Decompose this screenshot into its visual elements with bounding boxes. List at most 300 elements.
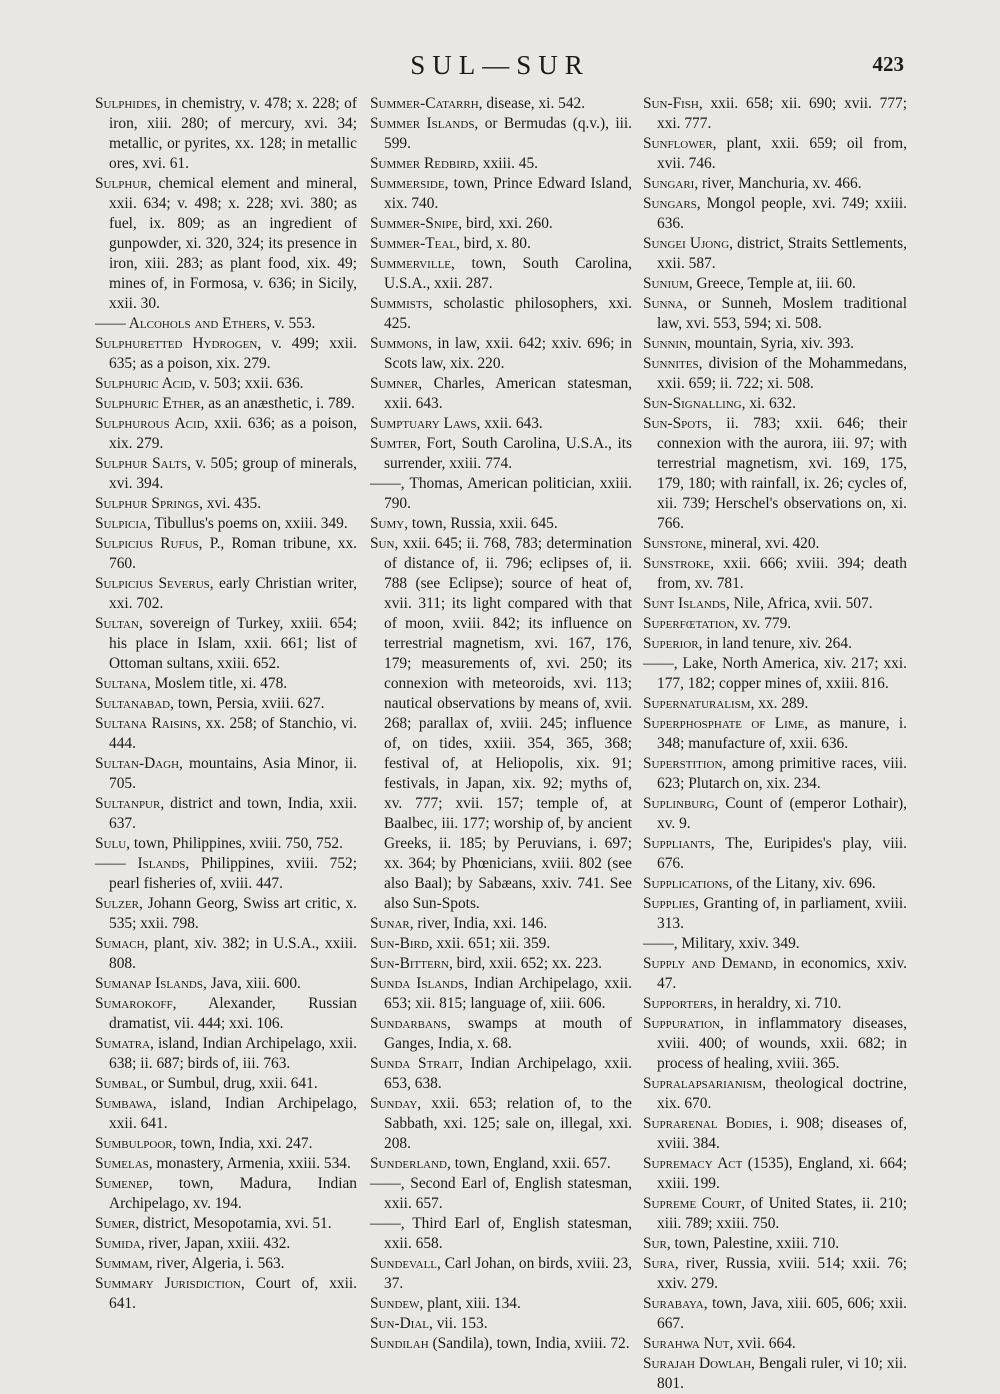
index-entry <box>643 934 907 954</box>
index-entry <box>643 1354 907 1394</box>
index-entry <box>643 1334 907 1354</box>
index-entry <box>95 794 357 834</box>
entry-headword: Supplies, <box>643 895 699 912</box>
entry-references: Lake, North America, xiv. 217; xxi. 177, 182; copper mines of, xxiii. 816. <box>657 655 907 692</box>
entry-references: bird, xxii. 652; xx. 223. <box>452 955 602 972</box>
entry-references: as manure, i. 348; manufacture of, xxii. 636. <box>657 715 907 752</box>
entry-headword: Summists, <box>370 295 433 312</box>
entry-references: Johann Georg, Swiss art critic, x. 535; xxii. 798. <box>109 895 357 932</box>
entry-references: Mongol people, xvi. 749; xxiii. 636. <box>657 195 907 232</box>
entry-headword: —— Islands, <box>95 855 190 872</box>
index-entry <box>95 1074 357 1094</box>
entry-references: Second Earl of, English statesman, xxii. 657. <box>384 1175 632 1212</box>
index-entry <box>95 494 357 514</box>
entry-headword: Sultana Raisins, <box>95 715 202 732</box>
entry-references: district, Straits Settlements, xxii. 587. <box>657 235 907 272</box>
index-entry <box>643 614 907 634</box>
entry-headword: ——, <box>370 1215 405 1232</box>
entry-headword: Summary Jurisdiction, <box>95 1275 245 1292</box>
entry-references: xxii. 658; xii. 690; xvii. 777; xxi. 777. <box>657 95 907 132</box>
entry-references: sovereign of Turkey, xxiii. 654; his place in Islam, xxii. 661; list of Ottoman sultans, xxiii. 652. <box>109 615 357 672</box>
entry-references: mineral, xvi. 420. <box>706 535 820 552</box>
index-entry <box>643 1194 907 1234</box>
entry-headword: Summons, <box>370 335 432 352</box>
index-entry <box>643 714 907 754</box>
entry-headword: Sultan-Dagh, <box>95 755 183 772</box>
entry-headword: Sulphides, <box>95 95 161 112</box>
index-entry <box>370 294 632 334</box>
index-entry <box>370 1314 632 1334</box>
entry-headword: Sumarokoff, <box>95 995 177 1012</box>
entry-references: Carl Johan, on birds, xviii. 23, 37. <box>384 1255 632 1292</box>
index-entry <box>95 394 357 414</box>
entry-references: Military, xxiv. 349. <box>677 935 800 952</box>
entry-references: island, Indian Archipelago, xxii. 641. <box>109 1095 357 1132</box>
index-entry <box>643 534 907 554</box>
index-entry <box>643 94 907 134</box>
entry-references: monastery, Armenia, xxiii. 534. <box>152 1155 351 1172</box>
entry-references: town, Prince Edward Island, xix. 740. <box>384 175 632 212</box>
entry-references: in inflammatory diseases, xviii. 400; of wounds, xxii. 682; in process of healing, xviii. 365. <box>657 1015 907 1072</box>
index-entry <box>643 394 907 414</box>
index-entry <box>370 534 632 914</box>
entry-references: Fort, South Carolina, U.S.A., its surrender, xxiii. 774. <box>384 435 632 472</box>
entry-headword: Surabaya, <box>643 1295 708 1312</box>
entry-references: i. 908; diseases of, xviii. 384. <box>657 1115 907 1152</box>
index-entry <box>643 794 907 834</box>
index-entry <box>370 174 632 214</box>
entry-references: river, Algeria, i. 563. <box>152 1255 285 1272</box>
entry-references: v. 553. <box>270 315 316 332</box>
entry-references: (Sandila), town, India, xviii. 72. <box>428 1335 630 1352</box>
index-entry <box>95 174 357 314</box>
entry-headword: Sulphurous Acid, <box>95 415 209 432</box>
entry-headword: Summer Redbird, <box>370 155 480 172</box>
entry-headword: Sunda Strait, <box>370 1055 463 1072</box>
index-entry <box>370 474 632 514</box>
entry-references: xvi. 435. <box>202 495 262 512</box>
entry-references: disease, xi. 542. <box>482 95 586 112</box>
entry-headword: Sumelas, <box>95 1155 153 1172</box>
index-entry <box>370 254 632 294</box>
entry-references: division of the Mohammedans, xxii. 659; ii. 722; xi. 508. <box>657 355 907 392</box>
entry-headword: Superfœtation, <box>643 615 739 632</box>
entry-references: among primitive races, viii. 623; Plutarch on, xix. 234. <box>657 755 907 792</box>
entry-references: Charles, American statesman, xxii. 643. <box>384 375 632 412</box>
entry-headword: Sumenep, <box>95 1175 153 1192</box>
index-entry <box>95 1134 357 1154</box>
entry-references: mountain, Syria, xiv. 393. <box>690 335 855 352</box>
entry-references: Thomas, American politician, xxiii. 790. <box>384 475 632 512</box>
entry-headword: Sura, <box>643 1255 679 1272</box>
entry-headword: Sur, <box>643 1235 671 1252</box>
entry-references: town, India, xxi. 247. <box>176 1135 313 1152</box>
index-entry <box>95 754 357 794</box>
entry-headword: Sunstone, <box>643 535 707 552</box>
index-entry <box>370 974 632 1014</box>
entry-references: xxiii. 45. <box>479 155 539 172</box>
entry-headword: Sunday, <box>370 1095 422 1112</box>
entry-headword: Summerville, <box>370 255 455 272</box>
index-entry <box>95 514 357 534</box>
entry-headword: ——, <box>370 1175 405 1192</box>
entry-headword: Sulpicia, <box>95 515 151 532</box>
entry-references: v. 505; group of minerals, xvi. 394. <box>109 455 358 492</box>
entry-headword: Suppliants, <box>643 835 715 852</box>
entry-headword: Supporters, <box>643 995 718 1012</box>
entry-headword: Sulphuretted Hydrogen, <box>95 335 262 352</box>
entry-references: river, Japan, xxiii. 432. <box>144 1235 291 1252</box>
entry-headword: —— Alcohols and Ethers, <box>95 315 271 332</box>
entry-references: town, Java, xiii. 605, 606; xxii. 667. <box>657 1295 907 1332</box>
entry-headword: Sun-Spots, <box>643 415 712 432</box>
entry-references: xv. 779. <box>738 615 792 632</box>
entry-references: or Bermudas (q.v.), iii. 599. <box>384 115 632 152</box>
index-entry <box>95 1274 357 1314</box>
entry-references: in law, xxii. 642; xxiv. 696; in Scots law, xix. 220. <box>384 335 632 372</box>
index-entry <box>95 454 357 494</box>
entry-headword: Summam, <box>95 1255 153 1272</box>
entry-headword: Sumida, <box>95 1235 145 1252</box>
entry-references: xxii. 653; relation of, to the Sabbath, xxi. 125; sale on, illegal, xxi. 208. <box>384 1095 632 1152</box>
entry-references: scholastic philosophers, xxi. 425. <box>384 295 632 332</box>
entry-references: xxii. 651; xii. 359. <box>432 935 551 952</box>
entry-headword: Suppuration, <box>643 1015 724 1032</box>
entry-headword: Sun-Fish, <box>643 95 703 112</box>
entry-headword: Surahwa Nut, <box>643 1335 734 1352</box>
entry-headword: Sungars, <box>643 195 701 212</box>
entry-headword: Sultan, <box>95 615 143 632</box>
index-column-3 <box>643 94 907 1394</box>
entry-references: Moslem title, xi. 478. <box>150 675 288 692</box>
entry-references: river, Manchuria, xv. 466. <box>698 175 862 192</box>
index-entry <box>95 974 357 994</box>
index-entry <box>95 534 357 574</box>
entry-references: town, Persia, xviii. 627. <box>173 695 325 712</box>
entry-headword: ——, <box>643 935 678 952</box>
entry-headword: Sulpicius Rufus, <box>95 535 203 552</box>
index-entry <box>95 854 357 894</box>
index-entry <box>95 1154 357 1174</box>
index-entry <box>370 914 632 934</box>
index-entry <box>643 414 907 534</box>
index-entry <box>95 314 357 334</box>
entry-references: bird, x. 80. <box>459 235 531 252</box>
entry-headword: Sun-Dial, <box>370 1315 433 1332</box>
entry-headword: Supreme Court, <box>643 1195 745 1212</box>
entry-references: town, Palestine, xxiii. 710. <box>670 1235 840 1252</box>
entry-headword: Sulphur Springs, <box>95 495 203 512</box>
entry-headword: Sun-Bird, <box>370 935 433 952</box>
entry-headword: Sunstroke, <box>643 555 715 572</box>
entry-references: xxii. 636; as a poison, xix. 279. <box>109 415 357 452</box>
entry-references: plant, xiv. 382; in U.S.A., xxiii. 808. <box>109 935 357 972</box>
entry-references: plant, xiii. 134. <box>423 1295 521 1312</box>
entry-headword: Sumptuary Laws, <box>370 415 481 432</box>
index-entry <box>643 554 907 594</box>
entry-headword: Summer-Teal, <box>370 235 460 252</box>
entry-references: district and town, India, xxii. 637. <box>109 795 357 832</box>
entry-references: bird, xxi. 260. <box>462 215 553 232</box>
index-entry <box>643 1014 907 1074</box>
index-column-1 <box>95 94 357 1314</box>
index-column-2 <box>370 94 632 1354</box>
entry-references: Tibullus's poems on, xxiii. 349. <box>150 515 348 532</box>
entry-headword: Sumy, <box>370 515 409 532</box>
entry-references: of the Litany, xiv. 696. <box>732 875 876 892</box>
entry-references: Greece, Temple at, iii. 60. <box>692 275 856 292</box>
entry-headword: Sumbulpoor, <box>95 1135 177 1152</box>
entry-headword: Sun-Bittern, <box>370 955 453 972</box>
entry-references: town, Madura, Indian Archipelago, xv. 194. <box>109 1175 357 1212</box>
index-entry <box>643 754 907 794</box>
entry-references: in heraldry, xi. 710. <box>717 995 842 1012</box>
entry-headword: Sunar, <box>370 915 414 932</box>
index-entry <box>95 374 357 394</box>
entry-references: Java, xiii. 600. <box>206 975 301 992</box>
entry-references: town, South Carolina, U.S.A., xxii. 287. <box>384 255 632 292</box>
index-entry <box>95 1254 357 1274</box>
entry-references: The, Euripides's play, viii. 676. <box>657 835 907 872</box>
entry-references: v. 499; xxii. 635; as a poison, xix. 279. <box>109 335 357 372</box>
entry-headword: Sultanabad, <box>95 695 174 712</box>
entry-references: town, Philippines, xviii. 750, 752. <box>130 835 343 852</box>
entry-references: Bengali ruler, vi 10; xii. 801. <box>657 1355 907 1392</box>
entry-headword: Sumter, <box>370 435 421 452</box>
entry-references: river, Russia, xviii. 514; xxii. 76; xxiv. 279. <box>657 1255 907 1292</box>
entry-references: theological doctrine, xix. 670. <box>657 1075 907 1112</box>
entry-headword: Sumatra, <box>95 1035 154 1052</box>
entry-references: as an anæsthetic, i. 789. <box>204 395 355 412</box>
index-entry <box>643 1154 907 1194</box>
entry-references: Count of (emperor Lothair), xv. 9. <box>657 795 907 832</box>
index-entry <box>643 834 907 874</box>
running-head-title: SUL—SUR <box>410 50 590 80</box>
entry-references: plant, xxii. 659; oil from, xvii. 746. <box>657 135 907 172</box>
index-entry <box>370 1054 632 1094</box>
index-entry <box>643 134 907 174</box>
entry-headword: Sumner, <box>370 375 423 392</box>
index-entry <box>95 94 357 174</box>
entry-references: or Sunneh, Moslem traditional law, xvi. 553, 594; xi. 508. <box>657 295 907 332</box>
entry-references: v. 503; xxii. 636. <box>195 375 304 392</box>
entry-headword: Sungei Ujong, <box>643 235 733 252</box>
entry-references: island, Indian Archipelago, xxii. 638; ii. 687; birds of, iii. 763. <box>109 1035 357 1072</box>
index-entry <box>370 934 632 954</box>
entry-references: of United States, ii. 210; xiii. 789; xxiii. 750. <box>657 1195 907 1232</box>
entry-references: xxii. 643. <box>480 415 543 432</box>
index-entry <box>370 234 632 254</box>
entry-references: chemical element and mineral, xxii. 634; v. 498; x. 228; xvi. 380; as fuel, ix. 809; as an ingredient of gunpowder, xi. 320, 324; its presence in iron, xiii. 283; as plant food, xix. 49; mines of, in Formosa, v. 636; in Sicily, xxii. 30. <box>109 175 357 312</box>
entry-headword: Sultana, <box>95 675 151 692</box>
entry-headword: Superphosphate of Lime, <box>643 715 809 732</box>
entry-headword: Sultanpur, <box>95 795 165 812</box>
entry-headword: Sun-Signalling, <box>643 395 746 412</box>
entry-headword: ——, <box>643 655 678 672</box>
index-entry <box>370 214 632 234</box>
entry-headword: Sumanap Islands, <box>95 975 207 992</box>
index-entry <box>95 894 357 934</box>
index-entry <box>95 1094 357 1134</box>
index-entry <box>643 634 907 654</box>
index-entry <box>95 1174 357 1214</box>
entry-headword: Sumbawa, <box>95 1095 157 1112</box>
index-entry <box>95 674 357 694</box>
entry-headword: Sunnites, <box>643 355 703 372</box>
entry-references: xxii. 666; xviii. 394; death from, xv. 781. <box>657 555 907 592</box>
entry-references: Philippines, xviii. 752; pearl fisheries of, xviii. 447. <box>109 855 358 892</box>
index-entry <box>370 1154 632 1174</box>
index-entry <box>95 1034 357 1074</box>
index-entry <box>643 234 907 274</box>
index-entry <box>370 114 632 154</box>
entry-headword: Sulu, <box>95 835 131 852</box>
index-entry <box>95 1214 357 1234</box>
index-entry <box>370 414 632 434</box>
index-entry <box>370 154 632 174</box>
index-entry <box>370 1214 632 1254</box>
index-entry <box>370 94 632 114</box>
entry-headword: Sungari, <box>643 175 699 192</box>
index-entry <box>370 954 632 974</box>
entry-references: mountains, Asia Minor, ii. 705. <box>109 755 357 792</box>
index-entry <box>370 374 632 414</box>
index-entry <box>370 514 632 534</box>
entry-references: Third Earl of, English statesman, xxii. 658. <box>384 1215 632 1252</box>
index-entry <box>643 334 907 354</box>
index-entry <box>95 574 357 614</box>
entry-headword: Summer-Catarrh, <box>370 95 483 112</box>
index-entry <box>95 614 357 674</box>
entry-references: in land tenure, xiv. 264. <box>702 635 852 652</box>
index-entry <box>370 1174 632 1214</box>
index-entry <box>95 994 357 1034</box>
index-entry <box>370 334 632 374</box>
index-entry <box>643 994 907 1014</box>
entry-references: (1535), England, xi. 664; xxiii. 199. <box>657 1155 908 1192</box>
entry-references: town, Russia, xxii. 645. <box>408 515 558 532</box>
entry-headword: Sun, <box>370 535 399 552</box>
entry-references: Court of, xxii. 641. <box>109 1275 357 1312</box>
entry-headword: Sulpicius Severus, <box>95 575 214 592</box>
entry-references: or Sumbul, drug, xxii. 641. <box>147 1075 318 1092</box>
entry-headword: Sulzer, <box>95 895 143 912</box>
entry-headword: Superior, <box>643 635 703 652</box>
entry-references: river, India, xxi. 146. <box>413 915 548 932</box>
index-entry <box>643 1294 907 1334</box>
index-entry <box>370 1334 632 1354</box>
index-entry <box>95 694 357 714</box>
index-entry <box>95 934 357 974</box>
entry-headword: Sulphur, <box>95 175 152 192</box>
index-entry <box>643 594 907 614</box>
entry-headword: Sundevall, <box>370 1255 441 1272</box>
entry-references: xi. 632. <box>745 395 796 412</box>
entry-headword: Sunderland, <box>370 1155 451 1172</box>
index-entry <box>643 1114 907 1154</box>
entry-headword: Sundarbans, <box>370 1015 451 1032</box>
entry-headword: Sulphuric Acid, <box>95 375 196 392</box>
entry-references: early Christian writer, xxi. 702. <box>109 575 357 612</box>
entry-references: district, Mesopotamia, xvi. 51. <box>139 1215 332 1232</box>
entry-headword: Sunflower, <box>643 135 717 152</box>
entry-headword: Supply and Demand, <box>643 955 777 972</box>
index-entry <box>643 1074 907 1114</box>
entry-headword: Supernaturalism, <box>643 695 755 712</box>
entry-headword: Summer-Snipe, <box>370 215 463 232</box>
entry-headword: Sundilah <box>370 1335 429 1352</box>
entry-references: xx. 258; of Stanchio, vi. 444. <box>109 715 357 752</box>
index-entry <box>643 354 907 394</box>
entry-headword: Supremacy Act <box>643 1155 743 1172</box>
entry-references: xvii. 664. <box>733 1335 796 1352</box>
entry-headword: Sumbal, <box>95 1075 148 1092</box>
entry-headword: Sulphuric Ether, <box>95 395 205 412</box>
entry-headword: Sunnin, <box>643 335 691 352</box>
index-entry <box>95 334 357 374</box>
index-entry <box>95 414 357 454</box>
entry-headword: Sunna, <box>643 295 688 312</box>
entry-references: Indian Archipelago, xxii. 653; xii. 815; language of, xiii. 606. <box>384 975 632 1012</box>
index-entry <box>643 194 907 234</box>
index-entry <box>643 874 907 894</box>
entry-references: Alexander, Russian dramatist, vii. 444; xxi. 106. <box>109 995 357 1032</box>
entry-headword: Superstition, <box>643 755 727 772</box>
entry-references: in chemistry, v. 478; x. 228; of iron, xiii. 280; of mercury, xvi. 34; metallic, or pyrites, xx. 128; in metallic ores, xvi. 61. <box>109 95 357 172</box>
index-entry <box>95 1234 357 1254</box>
index-entry <box>643 1234 907 1254</box>
index-entry <box>643 954 907 994</box>
index-entry <box>643 654 907 694</box>
entry-headword: Summerside, <box>370 175 449 192</box>
index-entry <box>370 1294 632 1314</box>
index-entry <box>643 694 907 714</box>
index-entry <box>370 1094 632 1154</box>
entry-headword: Supplications, <box>643 875 733 892</box>
entry-headword: Sunt Islands, <box>643 595 730 612</box>
index-entry <box>95 714 357 754</box>
index-entry <box>643 274 907 294</box>
index-entry <box>370 434 632 474</box>
entry-headword: ——, <box>370 475 405 492</box>
entry-headword: Sunda Islands, <box>370 975 469 992</box>
entry-headword: Summer Islands, <box>370 115 479 132</box>
index-entry <box>643 174 907 194</box>
index-entry <box>643 294 907 334</box>
entry-references: swamps at mouth of Ganges, India, x. 68. <box>384 1015 632 1052</box>
entry-references: xx. 289. <box>754 695 809 712</box>
entry-headword: Sundew, <box>370 1295 424 1312</box>
page-number: 423 <box>872 52 904 76</box>
index-entry <box>370 1014 632 1054</box>
index-entry <box>643 1254 907 1294</box>
index-entry <box>643 894 907 934</box>
entry-references: Indian Archipelago, xxii. 653, 638. <box>384 1055 632 1092</box>
index-entry <box>95 834 357 854</box>
entry-references: Granting of, in parliament, xviii. 313. <box>657 895 907 932</box>
entry-headword: Sulphur Salts, <box>95 455 191 472</box>
entry-references: ii. 783; xxii. 646; their connexion with the aurora, iii. 97; with terrestrial magnetism, xvi. 169, 175, 179, 180; with rainfall, ix. 26; cycles of, xii. 739; Herschel's observations on, xi. 766. <box>657 415 907 532</box>
entry-references: in economics, xxiv. 47. <box>657 955 907 992</box>
entry-references: vii. 153. <box>432 1315 488 1332</box>
entry-references: Nile, Africa, xvii. 507. <box>729 595 873 612</box>
entry-headword: Sunium, <box>643 275 693 292</box>
index-entry <box>370 1254 632 1294</box>
entry-headword: Sumer, <box>95 1215 140 1232</box>
entry-references: P., Roman tribune, xx. 760. <box>109 535 358 572</box>
entry-headword: Surajah Dowlah, <box>643 1355 755 1372</box>
entry-references: xxii. 645; ii. 768, 783; determination of distance of, ii. 796; eclipses of, ii. 788 (see Eclipse); source of heat of, xvii. 311; its light compared with that of moon, xviii. 842; its influence on terrestrial magnetism, xvi. 167, 176, 179; measurements of, xvi. 250; its connexion with meteoroids, xvi. 113; nautical observations by means of, xvii. 268; parallax of, xviii. 245; influence of, on tides, xxiii. 354, 365, 368; festival of, at Heliopolis, xix. 91; festivals, in Japan, xix. 92; myths of, xv. 777; xvii. 157; temple of, at Baalbec, iii. 177; worship of, by ancient Greeks, ii. 185; by Peruvians, i. 697; xx. 364; by Phœnicians, xviii. 802 (see also Baal); by Sabæans, xxiv. 741. See also Sun-Spots. <box>384 535 632 912</box>
